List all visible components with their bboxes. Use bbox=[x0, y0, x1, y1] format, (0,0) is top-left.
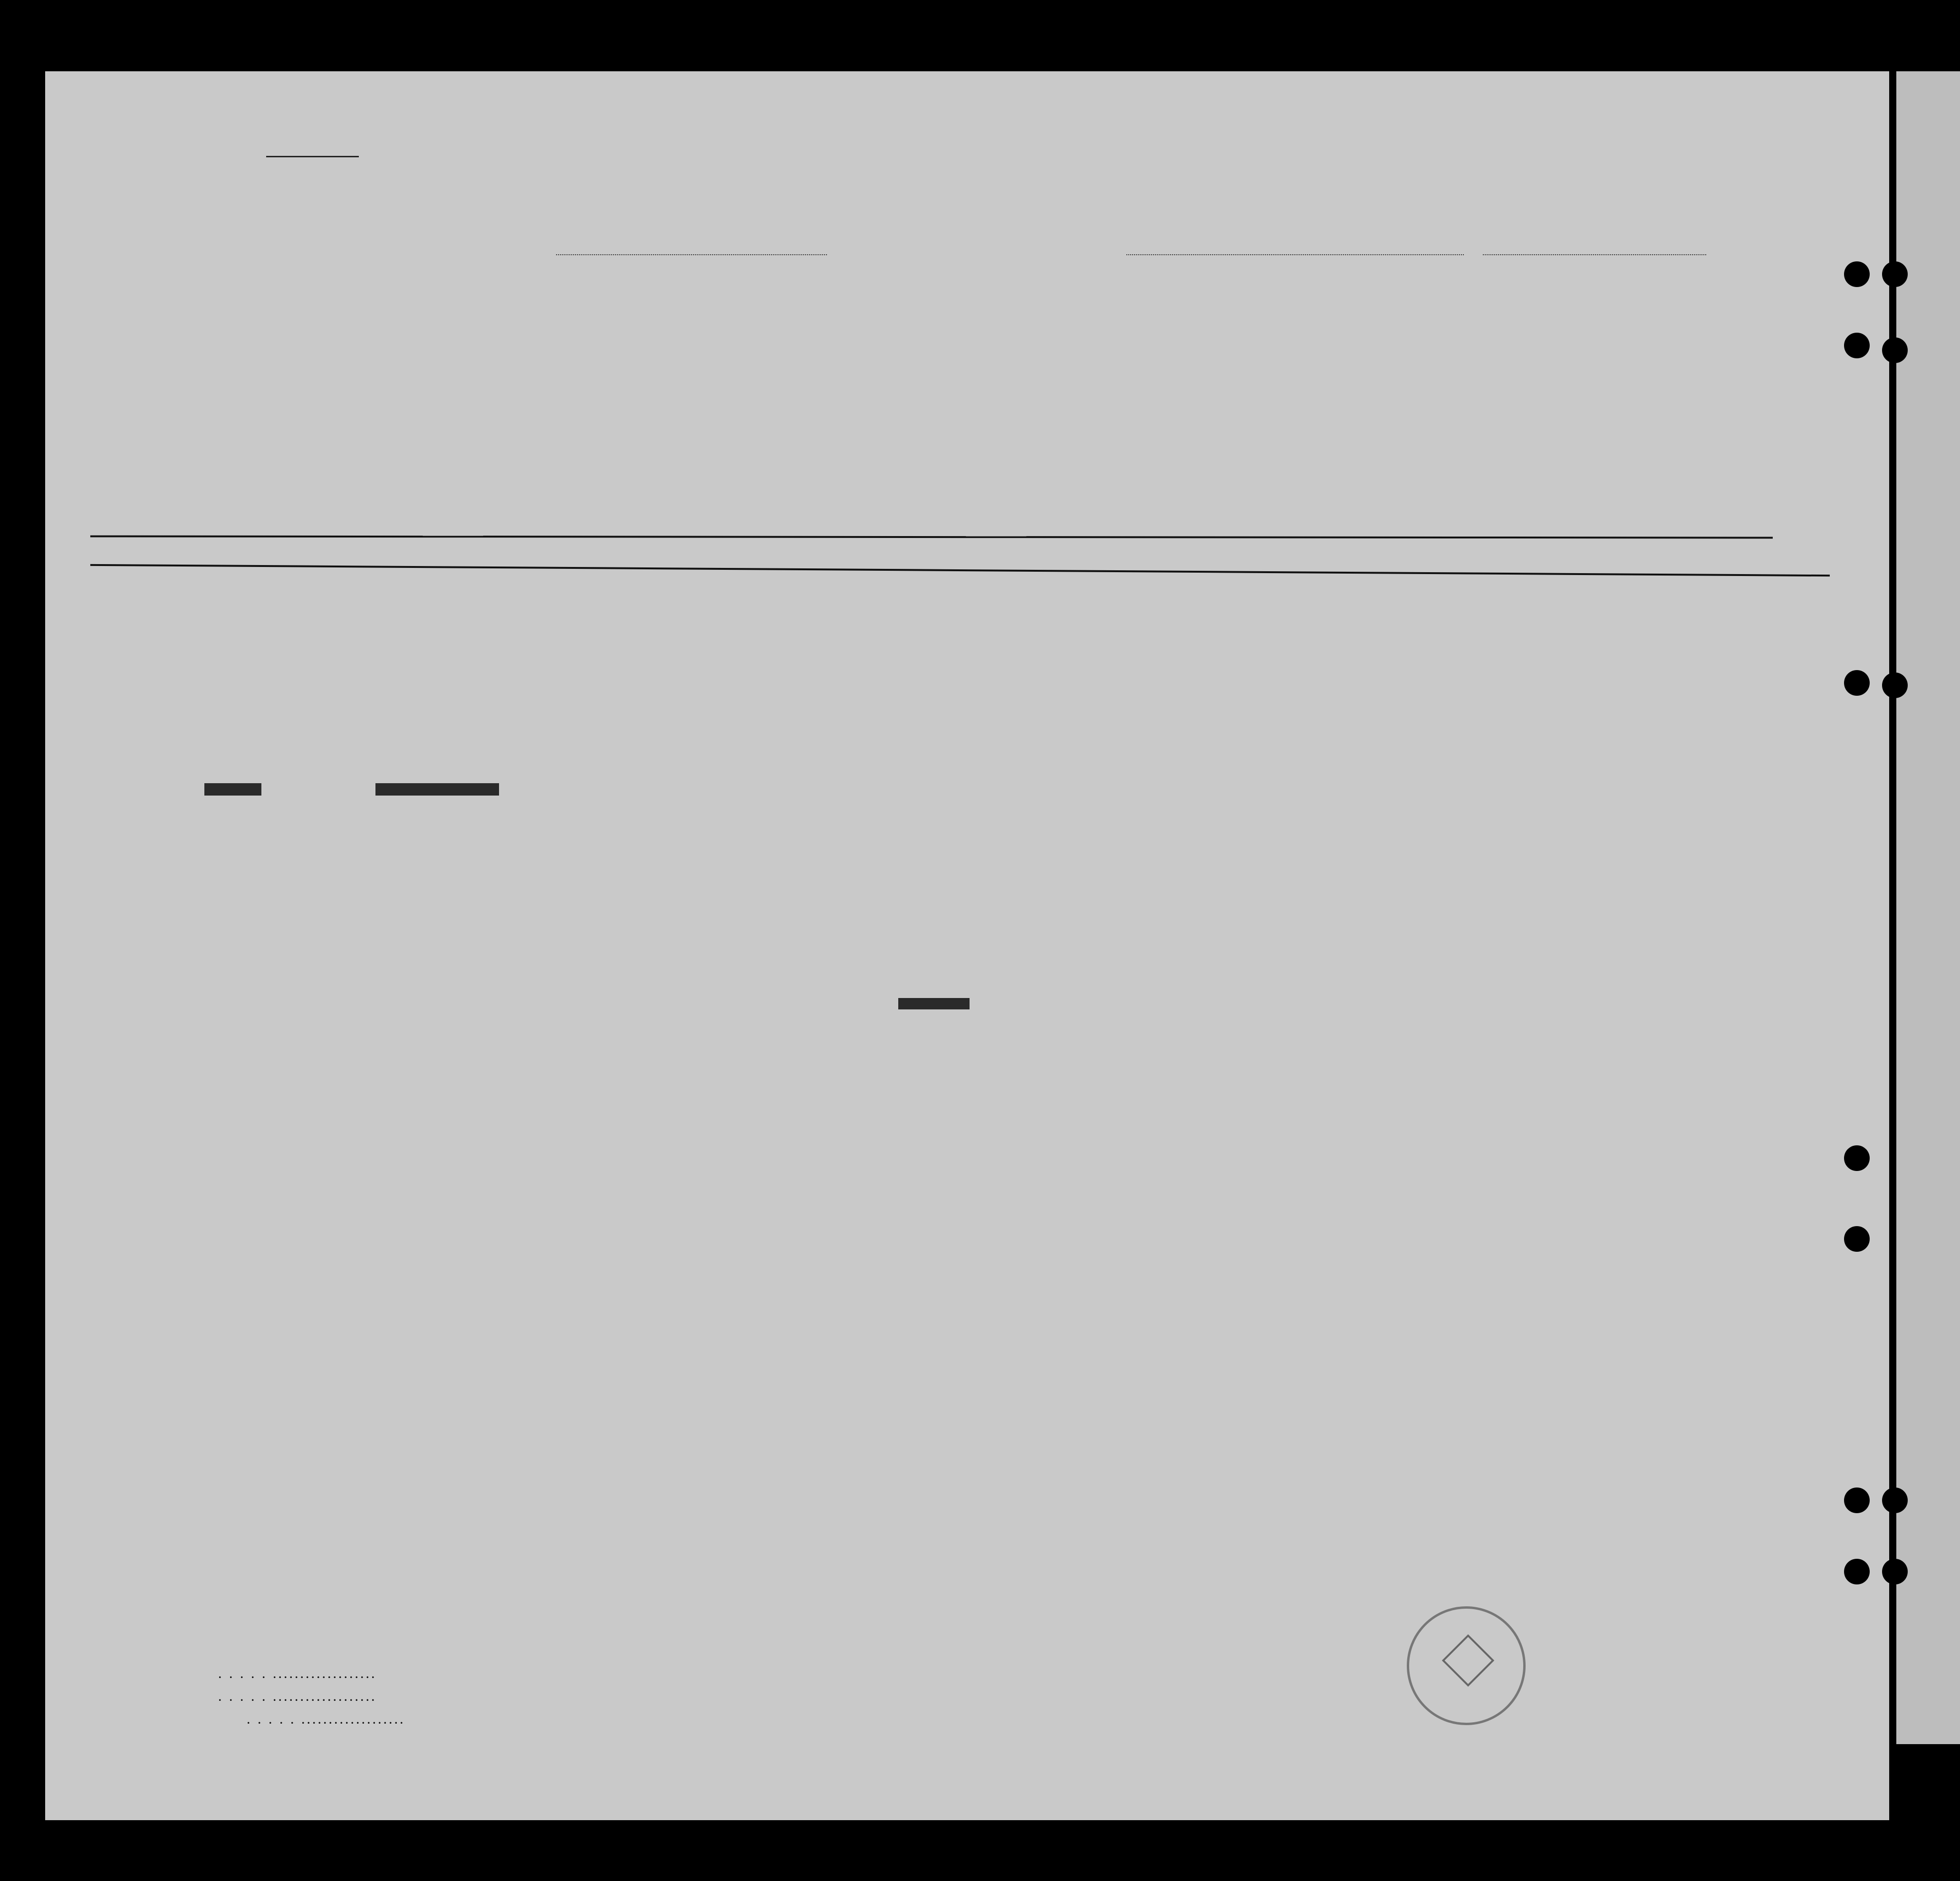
redacted-nationality-row-15 bbox=[898, 998, 970, 1009]
totals-block: . . . . . ................... . . . . . ................... . . . . . ................... bbox=[219, 1669, 406, 1726]
redacted-given-row-9 bbox=[375, 783, 499, 796]
list-underline bbox=[266, 156, 359, 157]
company-seal bbox=[1407, 1606, 1526, 1725]
date-rule bbox=[1483, 254, 1706, 255]
seal-emblem bbox=[1442, 1634, 1494, 1687]
ship-rule bbox=[556, 254, 827, 255]
port-rule bbox=[1126, 254, 1464, 255]
redacted-family-row-9 bbox=[204, 783, 261, 796]
transfer-note bbox=[52, 1578, 109, 1602]
